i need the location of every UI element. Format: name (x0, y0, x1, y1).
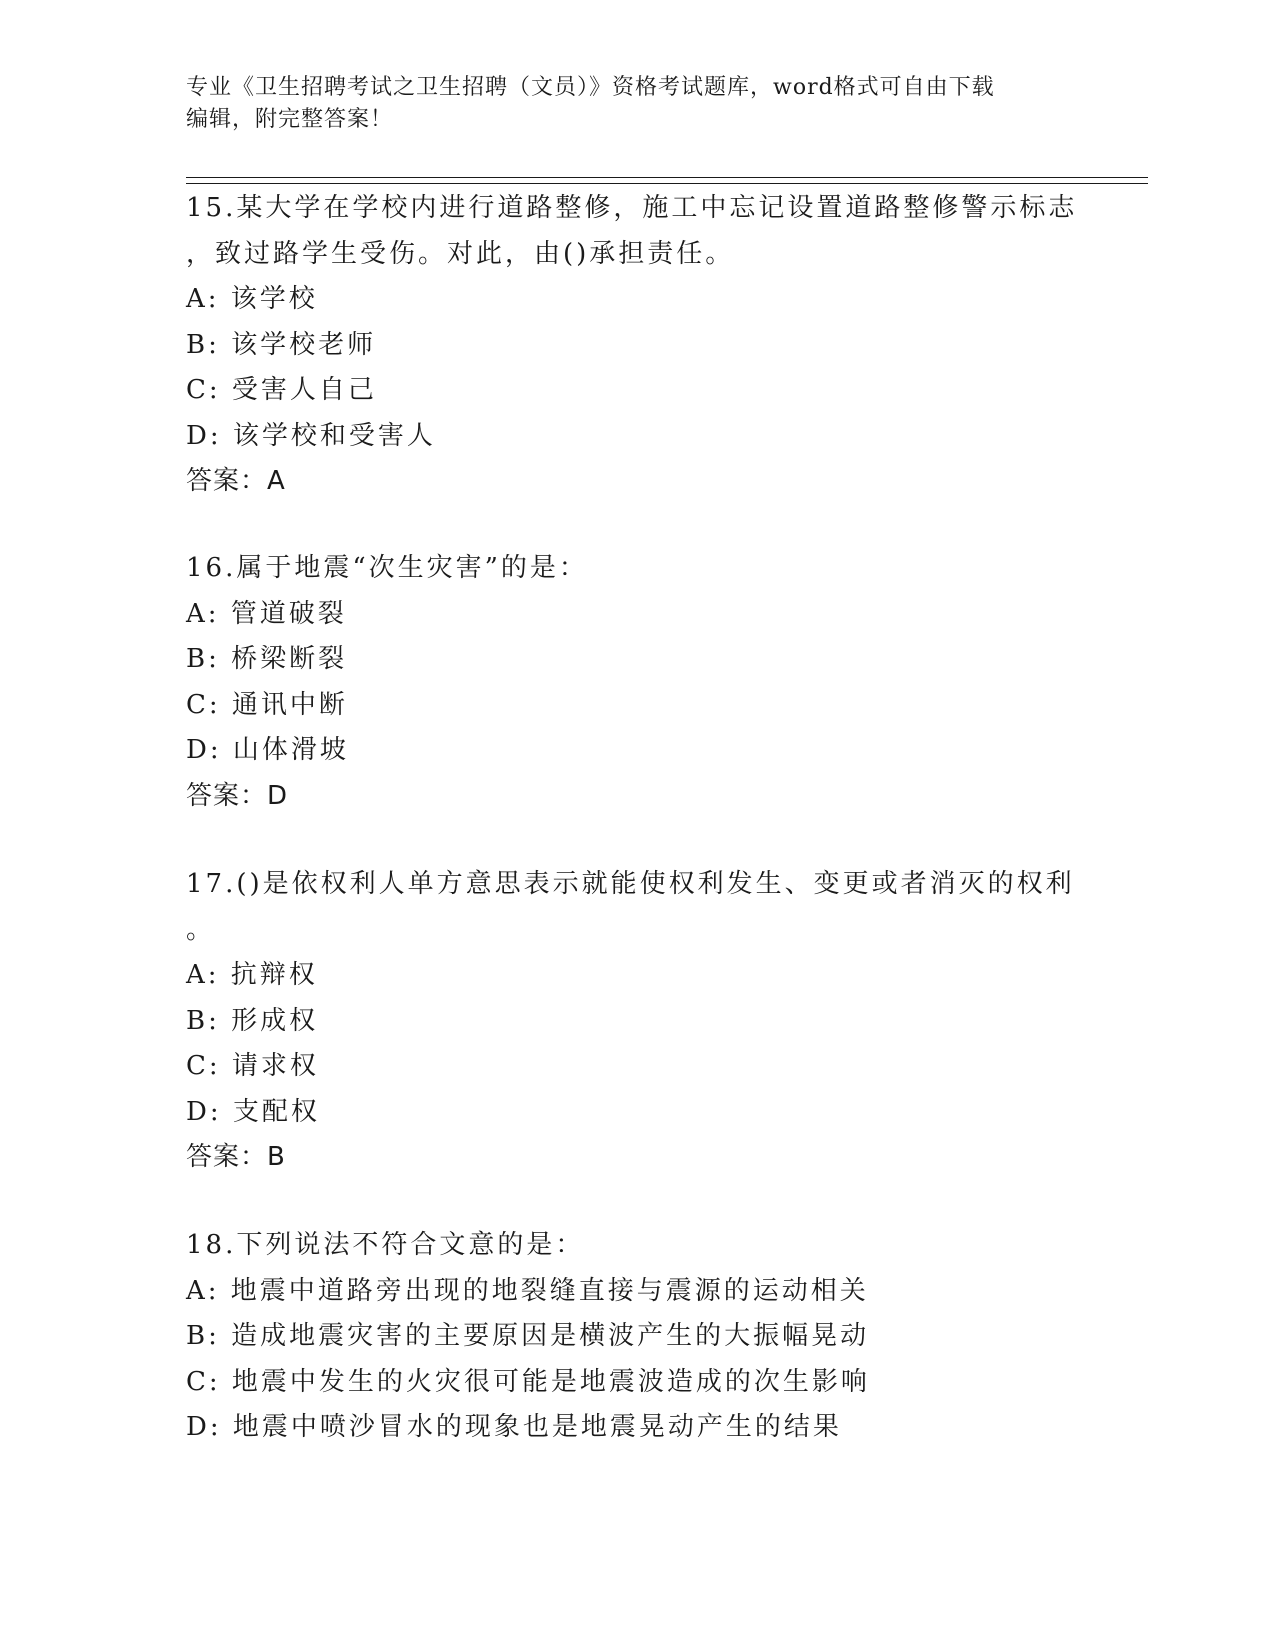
option-b: B: 形成权 (186, 1005, 319, 1036)
option-d: D: 支配权 (186, 1096, 320, 1127)
question-18 (186, 1223, 1086, 1451)
question-stem-line: 17.()是依权利人单方意思表示就能使权利发生、变更或者消灭的权利 (186, 869, 1075, 899)
option-b: B: 造成地震灾害的主要原因是横波产生的大振幅晃动 (186, 1321, 870, 1351)
option-a: A: 抗辩权 (186, 960, 318, 990)
option-d: D: 该学校和受害人 (186, 420, 436, 451)
header-divider-bottom (186, 183, 1148, 184)
question-15 (186, 186, 1086, 505)
option-c: C: 地震中发生的火灾很可能是地震波造成的次生影响 (186, 1366, 870, 1397)
option-a: A: 管道破裂 (186, 598, 347, 629)
header-divider-top (186, 177, 1148, 178)
option-b: B: 桥梁断裂 (186, 644, 348, 674)
question-stem-line: 18.下列说法不符合文意的是： (186, 1230, 585, 1260)
option-b: B: 该学校老师 (186, 329, 377, 360)
option-a: A: 地震中道路旁出现的地裂缝直接与震源的运动相关 (186, 1275, 869, 1306)
question-stem-line: 15.某大学在学校内进行道路整修，施工中忘记设置道路整修警示标志 (186, 193, 1078, 223)
option-c: C: 通讯中断 (186, 689, 348, 720)
header-line-1: 专业《卫生招聘考试之卫生招聘（文员）》资格考试题库，word格式可自由下载 (186, 75, 995, 100)
question-stem-line: 。 (186, 914, 216, 945)
document-header (186, 72, 1066, 136)
question-17 (186, 862, 1086, 1181)
question-stem-line: 16.属于地震“次生灾害”的是： (186, 553, 588, 583)
answer-line: 答案：A (186, 466, 286, 496)
option-a: A: 该学校 (186, 284, 318, 314)
answer-line: 答案：D (186, 780, 289, 811)
question-16 (186, 546, 1086, 819)
question-stem-line: ，致过路学生受伤。对此，由()承担责任。 (186, 238, 735, 269)
answer-line: 答案：B (186, 1142, 286, 1172)
option-c: C: 请求权 (186, 1051, 319, 1081)
header-line-2: 编辑，附完整答案！ (186, 107, 394, 132)
option-d: D: 山体滑坡 (186, 735, 349, 765)
option-d: D: 地震中喷沙冒水的现象也是地震晃动产生的结果 (186, 1412, 842, 1442)
option-c: C: 受害人自己 (186, 375, 377, 405)
